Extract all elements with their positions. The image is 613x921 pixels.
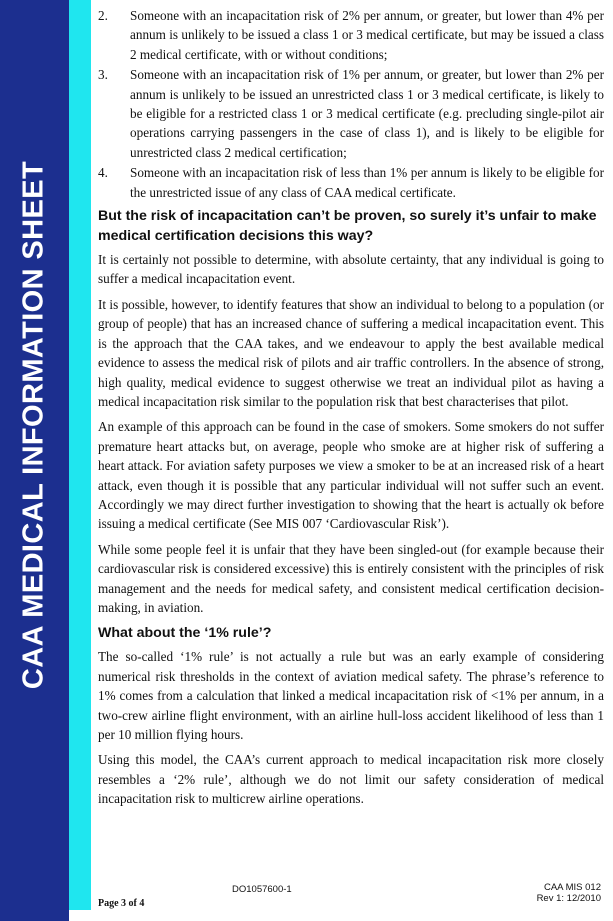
- paragraph: An example of this approach can be found in the case of smokers. Some smokers do not suffer premature heart attacks but, on average, people who smoke are at higher risk of suffering a heart attack. For aviation safety purposes we view a smoker to be at an increased risk of a heart attack, even though it is possible that any particular individual will not suffer such an event. Accordingly we may direct further investigation to showing that the heart is actually ok before issuing a medical certificate (See MIS 007 ‘Cardiovascular Risk’).: [98, 419, 604, 532]
- accent-stripe: [69, 0, 91, 910]
- document-body: [98, 6, 604, 815]
- list-item-text: Someone with an incapacitation risk of 1% per annum, or greater, but lower than 2% per annum is unlikely to be issued an unrestricted class 1 or 3 medical certificate, is likely to be eligible for a restricted class 1 or 3 medical certificate (e.g. precluding single-pilot air operations carrying passengers in the case of class 1), and is likely to be eligible for unrestricted class 2 medical certification;: [130, 67, 604, 160]
- reference-code: CAA MIS 012: [543, 882, 601, 893]
- paragraph: It is possible, however, to identify features that show an individual to belong to a population (or group of people) that has an increased chance of suffering a medical incapacitation event. This is the approach that the CAA takes, and we endeavour to apply the best available medical evidence to assess the medical risk of pilots and air traffic controllers. In the absence of strong, high quality, medical evidence to suggest otherwise we treat an individual pilot as having a medical incapacitation risk similar to the population risk that best characterises that pilot.: [98, 296, 604, 409]
- paragraph: While some people feel it is unfair that they have been singled-out (for example because their cardiovascular risk is considered excessive) this is entirely consistent with the principles of risk management and the needs for medical safety, and consistent medical certification decision-making, in aviation.: [98, 541, 604, 615]
- paragraph: The so-called ‘1% rule’ is not actually a rule but was an early example of considering numerical risk thresholds in the context of aviation medical safety. The phrase’s reference to 1% comes from a calculation that linked a medical incapacitation risk of <1% per annum, in a two-crew airline flight environment, with an airline hull-loss accident likelihood of less than 1 per 10 million flying hours.: [98, 649, 604, 742]
- document-reference: [537, 882, 601, 904]
- document-id: DO1057600-1: [232, 884, 292, 895]
- risk-list: [98, 6, 604, 202]
- sidebar-title: CAA MEDICAL INFORMATION SHEET: [17, 160, 50, 690]
- section-heading-one-percent-rule: What about the ‘1% rule’?: [98, 625, 272, 642]
- paragraph: Using this model, the CAA’s current approach to medical incapacitation risk more closely resembles a ‘2% rule’, although we do not limit our safety consideration of medical incapacitation risk to multicrew airline operations.: [98, 752, 604, 807]
- list-item-text: Someone with an incapacitation risk of 2% per annum, or greater, but lower than 4% per annum is unlikely to be issued a class 1 or 3 medical certificate, but may be issued a class 2 medical certificate, with or without conditions;: [130, 8, 604, 62]
- revision-label: Rev 1: 12/2010: [536, 893, 601, 904]
- sidebar-banner: [0, 0, 69, 921]
- paragraph: It is certainly not possible to determine, with absolute certainty, that any individual is going to suffer a medical incapacitation event.: [98, 252, 604, 287]
- list-item-number: 3.: [98, 67, 108, 83]
- list-item-number: 2.: [98, 8, 108, 23]
- section-heading-risk-unproven: But the risk of incapacitation can’t be proven, so surely it’s unfair to make medical certification decisions this way?: [98, 208, 597, 245]
- list-item-text: Someone with an incapacitation risk of less than 1% per annum is likely to be eligible for the unrestricted issue of any class of CAA medical certificate.: [130, 165, 604, 200]
- list-item: [98, 65, 604, 162]
- list-item: [98, 6, 604, 64]
- page-number: Page 3 of 4: [98, 898, 145, 909]
- list-item-number: 4.: [98, 165, 108, 181]
- list-item: [98, 163, 604, 202]
